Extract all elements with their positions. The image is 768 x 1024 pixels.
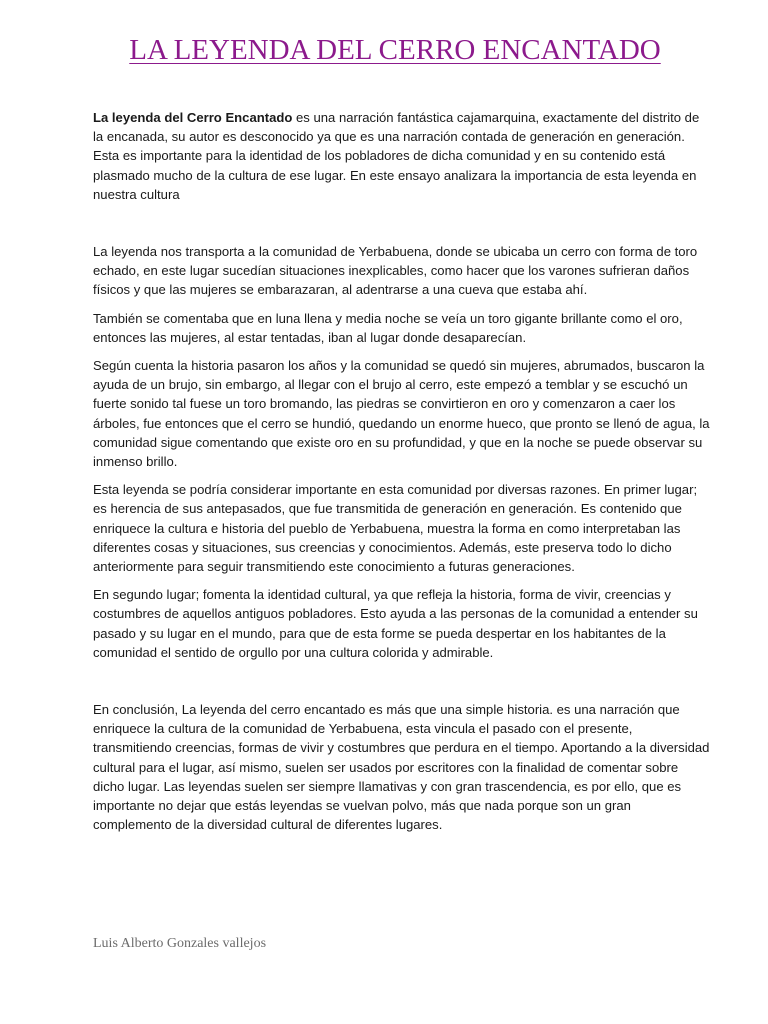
author-signature: Luis Alberto Gonzales vallejos (93, 936, 267, 951)
document-title: LA LEYENDA DEL CERRO ENCANTADO (129, 34, 661, 66)
document-body (93, 108, 713, 844)
paragraph-moon: También se comentaba que en luna llena y media noche se veía un toro gigante brillante como el oro, entonces las mujeres, al estar tentadas, iban al lugar donde desaparecían. (93, 310, 683, 345)
paragraph-story: Según cuenta la historia pasaron los años y la comunidad se quedó sin mujeres, abrumados, buscaron la ayuda de un brujo, sin embargo, al llegar con el brujo al cerro, este empezó a temblar y se escuchó un fuerte sonido tal fuese un toro bromando, las piedras se convirtieron en oro y comenzaron a caer los árboles, fue entonces que el cerro se hundió, quedando un enorme hueco, que pronto se llenó de agua, la comunidad sigue comentando que existe oro en su profundidad, y que en la noche se puede observar su inmenso brillo. (93, 358, 710, 470)
intro-text: es una narración fantástica cajamarquina, exactamente del distrito de la encanada, su autor es desconocido ya que es una narración contada de generación en generación. Esta es importante para la identidad de los pobladores de dicha comunidad y en su contenido está plasmado mucho de la cultura de ese lugar. En este ensayo analizara la importancia de esta leyenda en nuestra cultura (93, 110, 700, 202)
intro-paragraph (93, 108, 713, 204)
paragraph-identity: En segundo lugar; fomenta la identidad cultural, ya que refleja la historia, forma de vivir, creencias y costumbres de aquellos antiguos pobladores. Esto ayuda a las personas de la comunidad a entender su pasado y su lugar en el mundo, para que de esta forme se pueda despertar en los habitantes de la comunidad el sentido de orgullo por una cultura colorida y admirable. (93, 587, 698, 660)
paragraph-transport: La leyenda nos transporta a la comunidad de Yerbabuena, donde se ubicaba un cerro con forma de toro echado, en este lugar sucedían situaciones inexplicables, como hacer que los varones sufrieran daños físicos y que las mujeres se embarazaran, al adentrarse a una cueva que estaba ahí. (93, 244, 698, 298)
paragraph-importance: Esta leyenda se podría considerar importante en esta comunidad por diversas razones. En primer lugar; es herencia de sus antepasados, que fue transmitida de generación en generación. Es contenido que enriquece la cultura e historia del pueblo de Yerbabuena, muestra la forma en como interpretaban las diferentes cosas y situaciones, sus creencias y conocimientos. Además, este preserva todo lo dicho anteriormente para seguir transmitiendo este conocimiento a futuras generaciones. (93, 482, 698, 575)
intro-bold-lead: La leyenda del Cerro Encantado (93, 110, 293, 125)
paragraph-conclusion: En conclusión, La leyenda del cerro encantado es más que una simple historia. es una narración que enriquece la cultura de la comunidad de Yerbabuena, esta vincula el pasado con el presente, transmitiendo creencias, formas de vivir y costumbres que perdura en el tiempo. Aportando a la diversidad cultural para el lugar, así mismo, suelen ser usados por escritores con la finalidad de comentar sobre dicho lugar. Las leyendas suelen ser siempre llamativas y con gran trascendencia, es por ello, que es importante no dejar que estás leyendas se vuelvan polvo, más que nada porque son un gran complemento de la diversidad cultural de diferentes lugares. (93, 702, 710, 833)
